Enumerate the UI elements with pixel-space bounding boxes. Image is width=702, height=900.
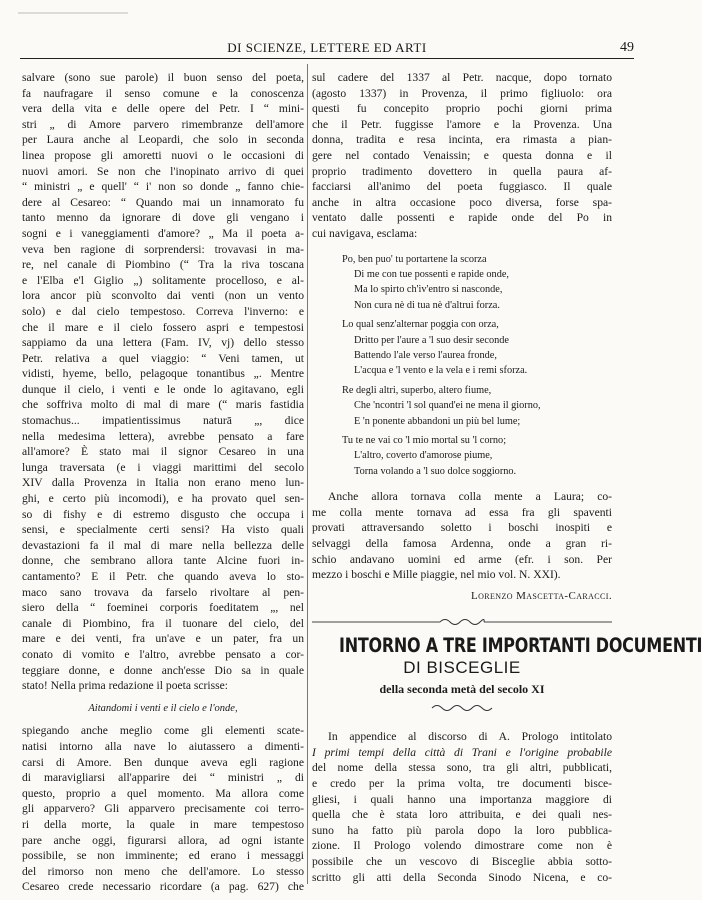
poem-line: L'acqua e 'l vento e la vela e i remi sforza. — [354, 365, 528, 377]
poem-line: Battendo l'ale verso l'aurea fronde, — [354, 349, 497, 361]
text-line: all'amore? È stato mai il signor Cesareo in una — [22, 445, 304, 459]
text-line: lunga traversata (e i viaggi marittimi del secolo — [22, 460, 304, 474]
sonnet — [312, 252, 612, 480]
text-line: XIV dalla Provenza in Italia non erano meno lun- — [22, 476, 304, 490]
text-line: selvaggi della famosa Ardenna, onde a gran ri- — [312, 537, 612, 550]
right-paragraph — [312, 70, 612, 242]
text-line: donna, tradita e resa incinta, era rimasta a pian- — [312, 133, 612, 147]
poem-line: Lo qual senz'alternar poggia con orza, — [342, 319, 499, 331]
ornament-rule-icon — [312, 616, 612, 628]
text-line: donne, che sembrano allora tante Alcine fuori in- — [22, 554, 304, 568]
text-line: lora ancor più sconvolto dai venti (non un vento — [22, 289, 304, 303]
text-line: gliesi, i quali hanno una importanza maggiore di — [312, 792, 612, 806]
text-line: facciarsi all'animo del poeta fuggiasco. Il quale — [312, 180, 612, 194]
article-subtitle: DI BISCEGLIE — [403, 657, 521, 677]
article-body — [312, 729, 612, 885]
text-line: Petr. relativa a quel viaggio: “ Veni tamen, ut — [22, 351, 304, 365]
text-line: gere nel contado Venaissin; e questa donna e il — [312, 148, 612, 162]
text-line: ghi, e certo più incomodi), e ha provato quel sen- — [22, 492, 304, 506]
text-line: anche in altra occasione poco diversa, forse spa- — [312, 195, 612, 209]
text-line: solo) e dal cielo tempestoso. Correva l'inverno: e — [22, 304, 304, 318]
right-column — [312, 70, 702, 885]
wave-ornament-icon — [432, 703, 492, 713]
text-line: del rimorso non meno che dell'amore. Lo stesso — [22, 864, 304, 878]
text-line: sogni e i vaneggiamenti d'amore? „ Ma il poeta a- — [22, 226, 304, 240]
text-line: teggiare donne, e donne anch'esse Dio sa in quale — [22, 663, 304, 677]
text-line: vidisti, hyeme, bello, pelagoque tonantibus „. Mentre — [22, 367, 304, 381]
text-line: mare e dei venti, fra un'ave e un pater, fra un — [22, 632, 304, 646]
text-line: del nome della stessa sono, tra gli altri, pubblicati, — [312, 761, 612, 775]
text-line: e l'Elba e'l Giglio „) solitamente procelloso, e al- — [22, 273, 304, 287]
text-line: sensi, e specialmente certi sensi? Ha visto quali — [22, 523, 304, 537]
poem-line: Torna volando a 'l suo dolce soggiorno. — [354, 465, 517, 477]
text-line: re, nel canale di Piombino (“ Tra la riva toscana — [22, 258, 304, 272]
text-line: che il Petr. fuggisse l'amore e la Provenza. Una — [312, 117, 612, 131]
text-line: so di fishy e di estremo disgusto che occupa i — [22, 507, 304, 521]
text-line: provati attraversando soletto i boschi inospiti e — [312, 521, 612, 535]
text-line: cui navigava, esclama: — [312, 226, 418, 240]
text-line: nuovi amori. Se non che l'inopinato arrivo di quei — [22, 164, 304, 178]
text-line: maco sano trovava da farselo rivoltare al pen- — [22, 585, 304, 599]
text-line: me colla mente tornava ad essa fra gli spaventi — [312, 505, 612, 519]
text-line: zione. Il Prologo volendo dimostrare come non è — [312, 839, 612, 853]
text-line: possibile, se non imminente; ed erano i messaggi — [22, 849, 304, 863]
text-line: ventato dalle possenti e rapide onde del Po in — [312, 211, 612, 225]
article-dateline: della seconda metà del secolo XI — [379, 681, 545, 696]
poem-line: Re degli altri, superbo, altero fiume, — [342, 384, 492, 396]
text-line: carsi di Amore. Ben dunque aveva egli ragione — [22, 755, 304, 769]
left-paragraph — [22, 70, 304, 694]
text-line: salvare (sono sue parole) il buon senso del poeta, — [22, 71, 304, 84]
poem-line: E 'n ponente abbandoni un più bel lume; — [354, 415, 521, 427]
text-line: dere al Cesareo: “ Quando mai un innamorato fu — [22, 195, 304, 209]
text-line: mezzo i boschi e Mille piaggie, nel mio vol. N. XXI). — [312, 568, 561, 582]
text-line: Cesareo crede necessario ricordare (a pag. 627) che — [22, 880, 304, 894]
text-line: sul cadere del 1337 al Petr. nacque, dopo tornato — [312, 71, 612, 84]
text-line: quella che è stata loro attribuita, e dei quali nes- — [312, 808, 612, 822]
text-line: che soffriva molto di mal di mare (“ maris fastidia — [22, 398, 304, 412]
page-edge-mark — [18, 12, 128, 14]
text-line: pare anche oggi, figurarsi allora, ad ogni istante — [22, 833, 304, 847]
text-line: scritto gli atti della Seconda Sinodo Nicena, e co- — [312, 870, 612, 884]
text-line: stato! Nella prima redazione il poeta scrisse: — [22, 679, 229, 693]
text-line: fa naufragare il senso comune e la conoscenza — [22, 86, 304, 100]
text-line: veva ben ragione di sorprendersi: trovavasi in ma- — [22, 242, 304, 256]
text-line: Anche allora tornava colla mente a Laura; co- — [328, 490, 612, 504]
text-line: I primi tempi della città di Trani e l'origine probabile — [312, 745, 612, 759]
text-line: che il mare e il cielo fossero aspri e tempestosi — [22, 320, 304, 334]
poem-line: Dritto per l'aure a 'l suo desir seconde — [354, 334, 509, 346]
poem-line: Di me con tue possenti e rapide onde, — [354, 268, 509, 280]
text-line: conato di vomito e l'altro, avrebbe pensato a cor- — [22, 647, 304, 661]
text-line: sappiamo da una lettera (Fam. IV, vj) dello stesso — [22, 336, 304, 350]
text-line: tanto menno da ignorare di dove gli vengano i — [22, 211, 304, 225]
text-line: (agosto 1337) in Provenza, il primo figliuolo: ora — [312, 86, 612, 100]
closing-paragraph — [312, 489, 612, 583]
text-line: possibile che un vescovo di Bisceglie abbia sotto- — [312, 854, 612, 868]
text-line: canale di Piombino, fra il tuonare del cielo, del — [22, 616, 304, 630]
text-line: suno ha fatto più parola dopo la loro pubblica- — [312, 823, 612, 837]
text-line: cantamento? E il Petr. che quando aveva lo sto- — [22, 570, 304, 583]
left-paragraph-continued — [22, 723, 304, 895]
text-line: In appendice al discorso di A. Prologo intitolato — [328, 730, 612, 744]
article-title: INTORNO A TRE IMPORTANTI DOCUMENTI — [339, 634, 702, 658]
text-line: proprio tradimento dovettero in quella paura af- — [312, 164, 612, 178]
page-number: 49 — [620, 40, 634, 55]
poem-line: Po, ben puo' tu portartene la scorza — [342, 253, 487, 265]
poem-line: Non cura nè di tua nè d'altrui forza. — [354, 299, 500, 311]
text-line: spiegando anche meglio come gli elementi scate- — [22, 724, 304, 738]
text-line: questi fu concepito proprio pochi giorni prima — [312, 102, 612, 116]
text-line: questo, proprio a quel momento. Ma allora come — [22, 786, 304, 800]
text-line: gli apparvero? Gli apparvero precisamente coi terro- — [22, 802, 304, 816]
text-line: “ ministri „ e quell' “ i' non so donde „ fanno chie- — [22, 180, 304, 194]
wave-ornament — [312, 703, 612, 713]
text-line: devastazioni fa il mal di mare nella bellezza delle — [22, 538, 304, 552]
text-line: linea propose gli amoretti nuovi o le occasioni di — [22, 148, 304, 162]
text-line: ri della morte, la quale in mare tempestoso — [22, 817, 304, 831]
ornamental-divider — [312, 616, 612, 628]
text-line: dunque il cielo, i venti e le onde lo agitavano, egli — [22, 382, 304, 396]
text-line: natisi intorno alla nave lo aiutassero a dimenti- — [22, 739, 304, 753]
author-signature: Lorenzo Mascetta-Caracci. — [470, 589, 612, 602]
text-line: e credo per la prima volta, tre documenti bisce- — [312, 776, 612, 790]
left-column — [22, 70, 304, 895]
text-line: stomachus... impatientissimus naturā „, dice — [22, 414, 304, 428]
column-divider — [307, 64, 308, 884]
left-quote: Aitandomi i venti e il cielo e l'onde, — [88, 702, 238, 714]
text-line: vera della vita e delle opere del Petr. I “ mini- — [22, 102, 304, 116]
running-header — [20, 36, 634, 59]
poem-line: Ma lo spirto ch'iv'entro si nasconde, — [354, 284, 503, 296]
text-line: siero della “ foeminei corporis foeditatem „, nel — [22, 601, 304, 615]
text-line: nella medesima lettera), avrebbe pensato a fare — [22, 429, 304, 443]
poem-line: Tu te ne vai co 'l mio mortal su 'l corno; — [342, 435, 507, 446]
header-title: DI SCIENZE, LETTERE ED ARTI — [227, 40, 427, 55]
text-line: schio andavano uomini ed arme (efr. i son. Per — [312, 552, 612, 566]
text-line: per Laura anche al Leopardi, che solo in seconda — [22, 133, 304, 147]
text-line: di maravigliarsi all'apparire dei “ ministri „ di — [22, 771, 304, 785]
poem-line: Che 'ncontri 'l sol quand'ei ne mena il giorno, — [354, 400, 541, 412]
poem-line: L'altro, coverto d'amorose piume, — [354, 450, 493, 462]
text-line: stri „ di Amore parvero rimembranze dell'amore — [22, 117, 304, 131]
